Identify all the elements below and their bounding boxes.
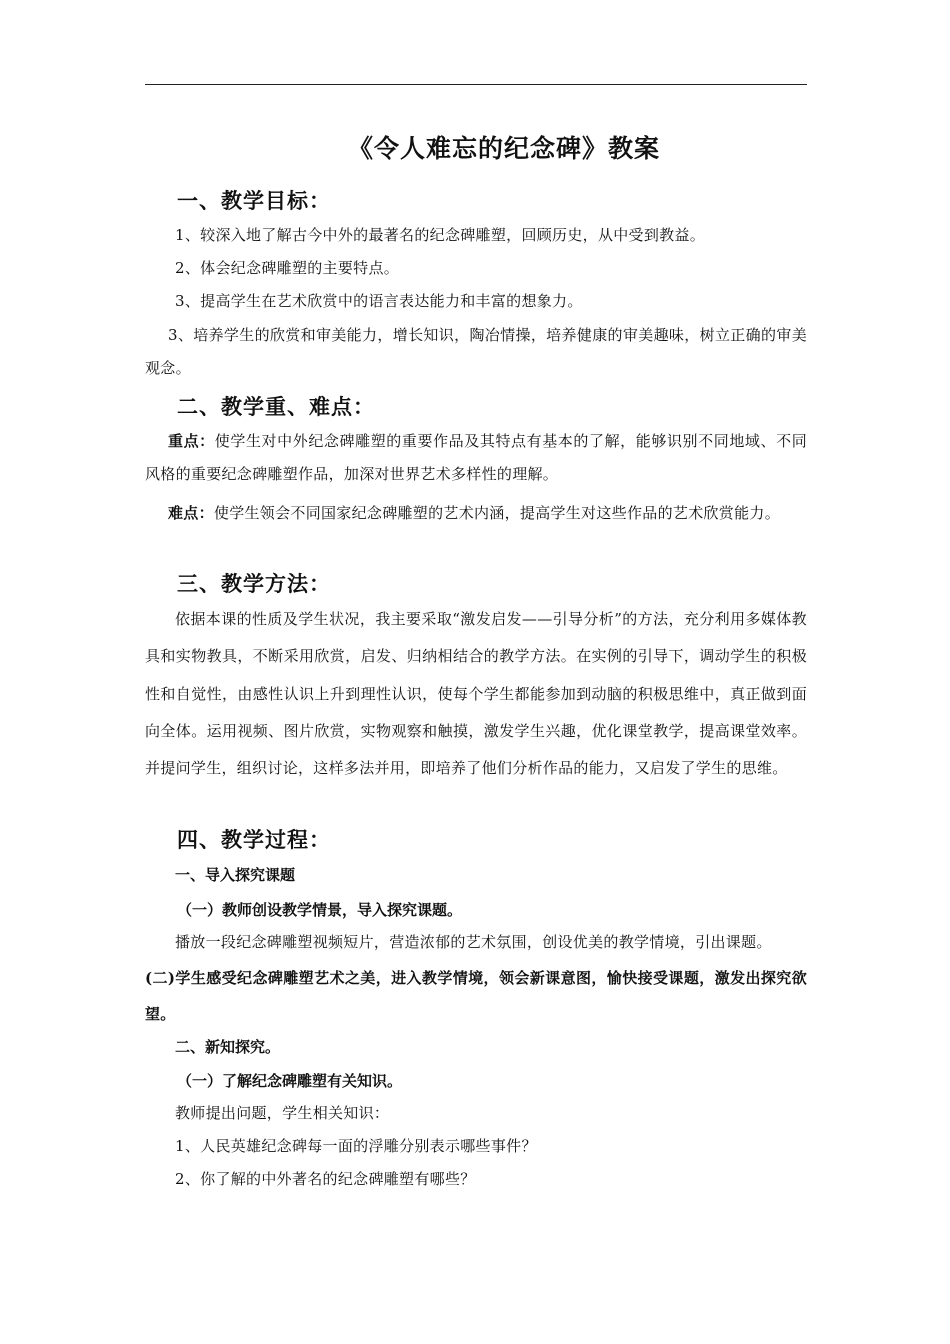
methods-paragraph: 依据本课的性质及学生状况，我主要采取“激发启发——引导分析”的方法，充分利用多媒体教具和实物教具，不断采用欣赏，启发、归纳相结合的教学方法。在实例的引导下，调动学生的积极性和自觉性，由感性认识上升到理性认识，使每个学生都能参加到动脑的积极思维中，真正做到面向全体。运用视频、图片欣赏，实物观察和触摸，激发学生兴趣，优化课堂教学，提高课堂效率。并提问学生，组织讨论，这样多法并用，即培养了他们分析作品的能力，又启发了学生的思维。 bbox=[145, 610, 807, 778]
process-text: 播放一段纪念碑雕塑视频短片，营造浓郁的艺术氛围，创设优美的教学情境，引出课题。 bbox=[175, 933, 772, 951]
process-part-heading: 二、新知探究。 bbox=[175, 1038, 281, 1056]
key-point-label: 重点： bbox=[168, 432, 215, 450]
key-point-text: 使学生对中外纪念碑雕塑的重要作品及其特点有基本的了解，能够识别不同地域、不同风格的重要纪念碑雕塑作品，加深对世界艺术多样性的理解。 bbox=[145, 432, 807, 483]
document-title: 《令人难忘的纪念碑》教案 bbox=[347, 134, 660, 163]
objective-item: 2、体会纪念碑雕塑的主要特点。 bbox=[175, 259, 400, 277]
process-subheading: （一）教师创设教学情景，导入探究课题。 bbox=[177, 901, 463, 919]
question-item: 2、你了解的中外著名的纪念碑雕塑有哪些？ bbox=[175, 1170, 476, 1188]
header-rule bbox=[145, 84, 807, 85]
question-item: 1、人民英雄纪念碑每一面的浮雕分别表示哪些事件？ bbox=[175, 1137, 537, 1155]
section-heading-methods: 三、教学方法： bbox=[177, 571, 331, 596]
document-page bbox=[145, 0, 807, 1344]
objective-item: 1、较深入地了解古今中外的最著名的纪念碑雕塑，回顾历史，从中受到教益。 bbox=[175, 226, 706, 244]
section-heading-process: 四、教学过程： bbox=[177, 827, 331, 852]
key-point-paragraph bbox=[145, 425, 807, 491]
objective-item: 3、培养学生的欣赏和审美能力，增长知识，陶冶情操，培养健康的审美趣味，树立正确的审美观念。 bbox=[145, 326, 807, 377]
difficulty-text: 使学生领会不同国家纪念碑雕塑的艺术内涵，提高学生对这些作品的艺术欣赏能力。 bbox=[213, 504, 781, 522]
section-heading-objectives: 一、教学目标： bbox=[177, 188, 331, 213]
process-text: 教师提出问题，学生相关知识： bbox=[175, 1104, 390, 1122]
process-subheading-2: (二)学生感受纪念碑雕塑艺术之美，进入教学情境，领会新课意图，愉快接受课题，激发出探究欲望。 bbox=[145, 969, 807, 1023]
difficulty-paragraph bbox=[145, 497, 807, 530]
section-heading-key-points: 二、教学重、难点： bbox=[177, 394, 375, 419]
difficulty-label: 难点： bbox=[168, 504, 214, 522]
process-part-heading: 一、导入探究课题 bbox=[175, 866, 296, 884]
process-subheading: （一）了解纪念碑雕塑有关知识。 bbox=[177, 1072, 403, 1090]
objective-item: 3、提高学生在艺术欣赏中的语言表达能力和丰富的想象力。 bbox=[175, 292, 583, 310]
